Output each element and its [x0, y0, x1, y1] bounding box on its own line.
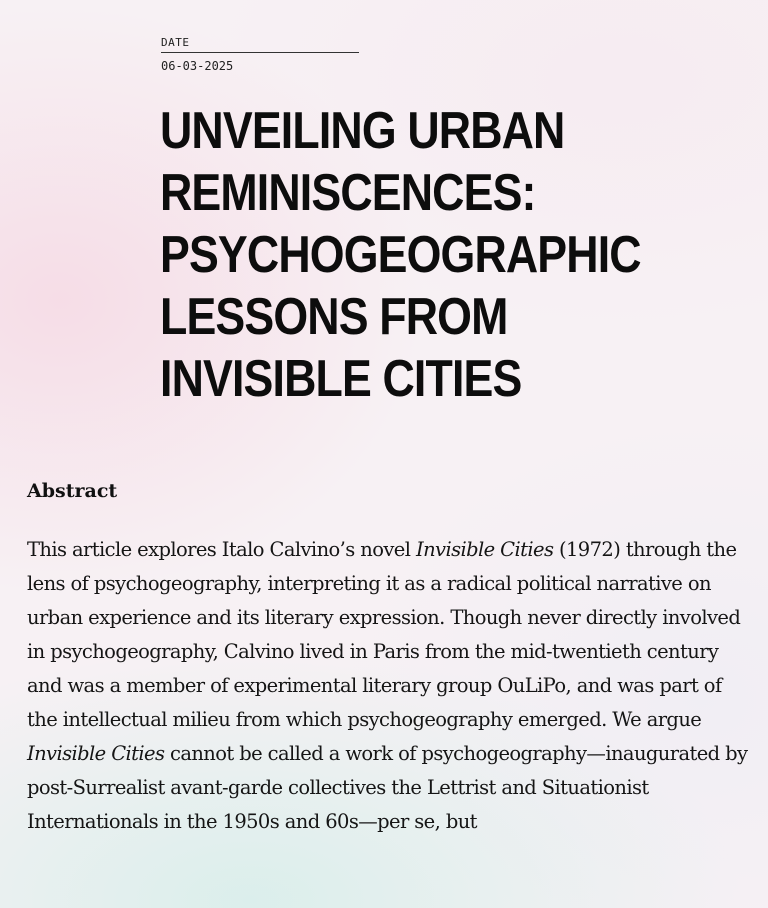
abstract-body	[27, 533, 752, 839]
abstract-heading: Abstract	[27, 480, 118, 502]
article-title: UNVEILING URBAN REMINISCENCES: PSYCHOGEOGRAPHIC LESSONS FROM INVISIBLE CITIES	[160, 102, 641, 408]
abstract-text-segment: (1972) through the lens of psychogeography, interpreting it as a radical political narrative on urban experience and its literary expression. Though never directly involved in psychogeography, Calvino lived in Paris from the mid-twentieth century and was a member of experimental literary group OuLiPo, and was part of the intellectual milieu from which psychogeography emerged. We argue	[27, 538, 741, 731]
date-label: DATE	[161, 36, 359, 53]
book-title-italic: Invisible Cities	[415, 538, 554, 561]
book-title-italic: Invisible Cities	[27, 742, 165, 765]
date-value: 06-03-2025	[161, 59, 234, 73]
abstract-text-segment: cannot be called a work of psychogeography—inaugurated by post-Surrealist avant-garde collectives the Lettrist and Situationist Internationals in the 1950s and 60s—per se, but	[27, 742, 748, 833]
article-meta	[161, 36, 359, 73]
abstract-text-segment: This article explores Italo Calvino’s novel	[27, 538, 416, 561]
